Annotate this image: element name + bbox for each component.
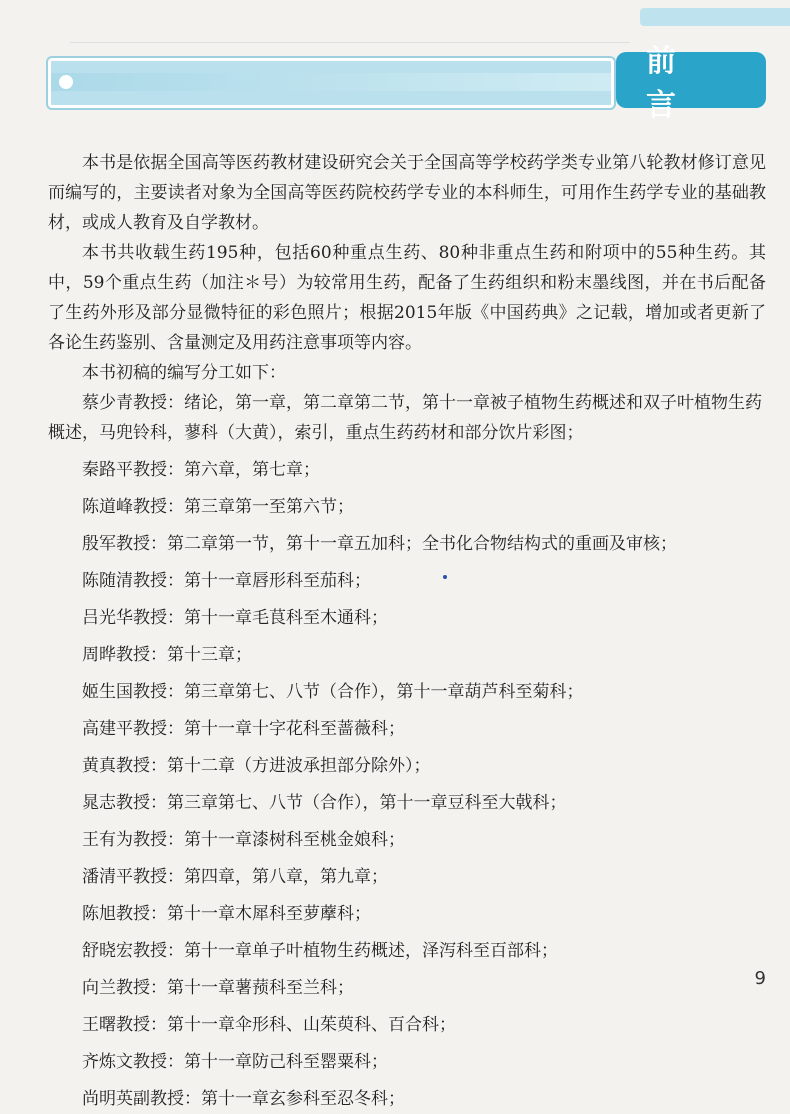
list-item: 陈随清教授：第十一章唇形科至茄科； [82,571,371,591]
ink-dot [443,575,447,579]
assignment-intro: 本书初稿的编写分工如下： [82,363,286,383]
intro-paragraph: 本书是依据全国高等医药教材建设研究会关于全国高等学校药学类专业第八轮教材修订意见而编写的，主要读者对象为全国高等医药院校药学专业的本科师生，可用作生药学专业的基础教材，或成人教育及自学教材。 [48,153,766,233]
header-banner [48,58,614,108]
page-title: 前 言 [616,52,766,108]
top-edge-tab [640,8,790,26]
contents-paragraph: 本书共收载生药195种，包括60种重点生药、80种非重点生药和附项中的55种生药。其中，59个重点生药（加注＊号）为较常用生药，配备了生药组织和粉末墨线图，并在书后配备了生药外形及部分显微特征的彩色照片；根据2015年版《中国药典》之记载，增加或者更新了各论生药鉴别、含量测定及用药注意事项等内容。 [48,243,766,353]
page-number: 9 [754,968,766,989]
list-item: 齐炼文教授：第十一章防己科至罂粟科； [82,1052,388,1072]
list-item: 潘清平教授：第四章，第八章，第九章； [82,867,388,887]
list-item: 秦路平教授：第六章，第七章； [82,460,320,480]
author-assignment-list [48,388,766,1114]
list-item: 王有为教授：第十一章漆树科至桃金娘科； [82,830,405,850]
page-content [48,148,766,1114]
header-dot-icon [59,75,73,89]
list-item: 黄真教授：第十二章（方进波承担部分除外）； [82,756,431,776]
list-item: 晁志教授：第三章第七、八节（合作），第十一章豆科至大戟科； [82,793,567,813]
list-item: 高建平教授：第十一章十字花科至蔷薇科； [82,719,405,739]
list-item: 尚明英副教授：第十一章玄参科至忍冬科； [82,1089,405,1109]
list-item: 王曙教授：第十一章伞形科、山茱萸科、百合科； [82,1015,456,1035]
list-item: 陈道峰教授：第三章第一至第六节； [82,497,354,517]
list-item: 向兰教授：第十一章薯蓣科至兰科； [82,978,354,998]
list-item: 姬生国教授：第三章第七、八节（合作），第十一章葫芦科至菊科； [82,682,584,702]
list-item: 蔡少青教授：绪论，第一章，第二章第二节，第十一章被子植物生药概述和双子叶植物生药概述，马兜铃科，蓼科（大黄），索引，重点生药药材和部分饮片彩图； [48,393,762,443]
header-stripe [51,73,611,91]
list-item: 殷军教授：第二章第一节，第十一章五加科；全书化合物结构式的重画及审核； [82,534,677,554]
bleed-through-line [70,28,630,43]
list-item: 周晔教授：第十三章； [82,645,252,665]
list-item: 舒晓宏教授：第十一章单子叶植物生药概述，泽泻科至百部科； [82,941,558,961]
list-item: 吕光华教授：第十一章毛茛科至木通科； [82,608,388,628]
list-item: 陈旭教授：第十一章木犀科至萝藦科； [82,904,371,924]
